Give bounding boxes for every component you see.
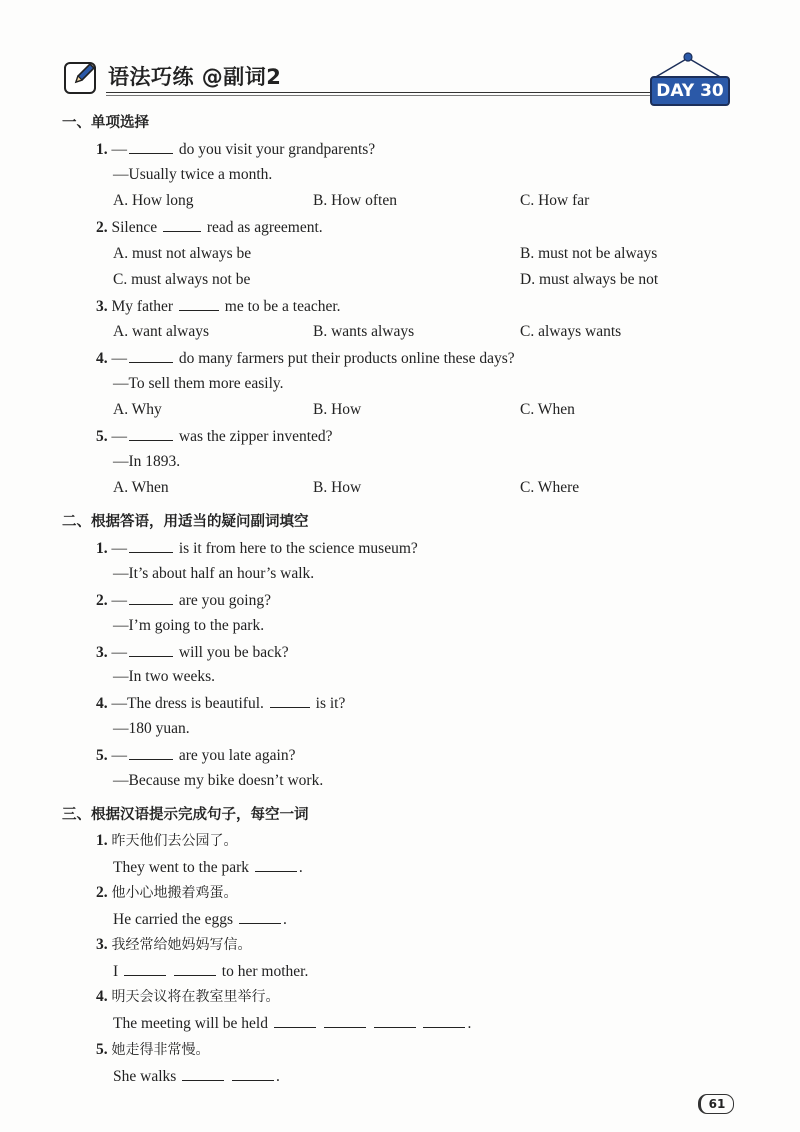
answer-blank xyxy=(274,1013,316,1028)
sentence-end: . xyxy=(467,1015,472,1032)
q-text-b: is it? xyxy=(315,695,346,712)
q-chinese-prompt: 她走得非常慢。 xyxy=(111,1042,210,1058)
q-number: 2. xyxy=(96,592,108,609)
q-text-b: was the zipper invented? xyxy=(178,428,333,445)
s1-q4-reply: —To sell them more easily. xyxy=(113,375,284,392)
s2-q5-reply: —Because my bike doesn’t work. xyxy=(113,772,324,789)
answer-blank xyxy=(129,139,173,154)
s3-q5 xyxy=(96,1040,210,1060)
q-number: 4. xyxy=(96,695,108,712)
s1-q2-option-a: A. must not always be xyxy=(113,245,252,262)
q-number: 5. xyxy=(96,428,108,445)
q-text-b: do many farmers put their products online these days? xyxy=(178,350,515,367)
s1-q1-option-c: C. How far xyxy=(520,192,590,209)
q-text-a: — xyxy=(111,644,127,661)
q-text-b: are you late again? xyxy=(178,747,296,764)
s2-q4 xyxy=(96,693,345,714)
s3-q2 xyxy=(96,883,238,903)
answer-blank xyxy=(270,693,310,708)
q-number: 5. xyxy=(96,747,108,764)
q-number: 4. xyxy=(96,350,108,367)
sentence-end: . xyxy=(298,859,303,876)
s3-q4-sentence xyxy=(113,1013,471,1034)
section-title-2: 二、根据答语，用适当的疑问副词填空 xyxy=(62,514,309,530)
q-text-b: me to be a teacher. xyxy=(224,298,341,315)
q-chinese-prompt: 我经常给她妈妈写信。 xyxy=(111,937,252,953)
s2-q2 xyxy=(96,590,271,611)
q-number: 1. xyxy=(96,832,108,849)
s1-q4 xyxy=(96,348,515,369)
s1-q2-option-c: C. must always not be xyxy=(113,271,251,288)
s2-q3-reply: —In two weeks. xyxy=(113,668,216,685)
q-text-b: are you going? xyxy=(178,592,271,609)
s3-q4 xyxy=(96,987,280,1007)
s1-q1-option-b: B. How often xyxy=(313,192,397,209)
q-text-a: — xyxy=(111,141,127,158)
answer-blank xyxy=(239,909,281,924)
answer-blank xyxy=(255,857,297,872)
q-text-b: is it from here to the science museum? xyxy=(178,540,418,557)
s1-q3 xyxy=(96,296,341,317)
q-text-a: — xyxy=(111,428,127,445)
answer-blank xyxy=(129,348,173,363)
page-header xyxy=(60,58,740,106)
sentence-text: The meeting will be held xyxy=(113,1015,268,1032)
sentence-end: . xyxy=(282,911,287,928)
s2-q4-reply: —180 yuan. xyxy=(113,720,190,737)
s3-q1 xyxy=(96,831,238,851)
s1-q1-reply: —Usually twice a month. xyxy=(113,166,273,183)
answer-blank xyxy=(129,745,173,760)
s1-q1-option-a: A. How long xyxy=(113,192,194,209)
q-number: 2. xyxy=(96,884,108,901)
q-number: 2. xyxy=(96,219,108,236)
s1-q5 xyxy=(96,426,333,447)
s1-q4-option-c: C. When xyxy=(520,401,575,418)
sentence-text: I xyxy=(113,963,119,980)
s3-q5-sentence xyxy=(113,1066,280,1087)
answer-blank xyxy=(179,296,219,311)
answer-blank xyxy=(232,1066,274,1081)
answer-blank xyxy=(182,1066,224,1081)
s2-q5 xyxy=(96,745,296,766)
sentence-text-b: to her mother. xyxy=(221,963,309,980)
s1-q5-option-b: B. How xyxy=(313,479,362,496)
q-chinese-prompt: 明天会议将在教室里举行。 xyxy=(111,989,280,1005)
q-number: 4. xyxy=(96,988,108,1005)
s2-q1 xyxy=(96,538,418,559)
answer-blank xyxy=(174,961,216,976)
sentence-end: . xyxy=(276,1068,280,1085)
answer-blank xyxy=(374,1013,416,1028)
sentence-text: She walks xyxy=(113,1068,177,1085)
q-number: 1. xyxy=(96,141,108,158)
title-rule xyxy=(106,92,684,93)
q-chinese-prompt: 他小心地搬着鸡蛋。 xyxy=(111,885,238,901)
s1-q2-option-b: B. must not be always xyxy=(520,245,658,262)
s2-q1-reply: —It’s about half an hour’s walk. xyxy=(113,565,315,582)
q-number: 3. xyxy=(96,644,108,661)
answer-blank xyxy=(324,1013,366,1028)
section-title-1: 一、单项选择 xyxy=(62,115,149,131)
s1-q3-option-c: C. always wants xyxy=(520,323,622,340)
s1-q5-option-c: C. Where xyxy=(520,479,580,496)
q-text-a: —The dress is beautiful. xyxy=(111,695,264,712)
sentence-text: They went to the park xyxy=(113,859,250,876)
s3-q1-sentence xyxy=(113,857,303,878)
s3-q3 xyxy=(96,935,252,955)
s3-q3-sentence xyxy=(113,961,308,982)
s1-q3-option-b: B. wants always xyxy=(313,323,415,340)
s1-q4-option-a: A. Why xyxy=(113,401,162,418)
answer-blank xyxy=(129,538,173,553)
answer-blank xyxy=(129,590,173,605)
q-text-b: will you be back? xyxy=(178,644,289,661)
sentence-text: He carried the eggs xyxy=(113,911,234,928)
q-text-a: — xyxy=(111,540,127,557)
q-number: 1. xyxy=(96,540,108,557)
day-tag xyxy=(642,50,738,114)
q-text-a: — xyxy=(111,747,127,764)
answer-blank xyxy=(163,217,201,232)
s3-q2-sentence xyxy=(113,909,287,930)
s1-q1 xyxy=(96,139,375,160)
pencil-icon xyxy=(64,62,96,94)
page-number: 61 xyxy=(698,1094,734,1114)
q-number: 3. xyxy=(96,298,108,315)
answer-blank xyxy=(124,961,166,976)
q-number: 5. xyxy=(96,1041,108,1058)
title-rule-thin xyxy=(106,95,684,96)
q-text-b: do you visit your grandparents? xyxy=(178,141,376,158)
day-badge: DAY 30 xyxy=(650,76,730,106)
answer-blank xyxy=(423,1013,465,1028)
answer-blank xyxy=(129,426,173,441)
s1-q3-option-a: A. want always xyxy=(113,323,209,340)
q-text-a: — xyxy=(111,350,127,367)
s1-q5-option-a: A. When xyxy=(113,479,169,496)
page-title: 语法巧练 @副词2 xyxy=(108,65,282,89)
q-text-a: — xyxy=(111,592,127,609)
q-text-b: read as agreement. xyxy=(206,219,323,236)
answer-blank xyxy=(129,642,173,657)
s2-q2-reply: —I’m going to the park. xyxy=(113,617,265,634)
q-number: 3. xyxy=(96,936,108,953)
s1-q2 xyxy=(96,217,323,238)
s1-q4-option-b: B. How xyxy=(313,401,362,418)
s2-q3 xyxy=(96,642,289,663)
q-text-a: Silence xyxy=(111,219,158,236)
s1-q5-reply: —In 1893. xyxy=(113,453,181,470)
q-text-a: My father xyxy=(111,298,174,315)
section-title-3: 三、根据汉语提示完成句子，每空一词 xyxy=(62,807,309,823)
q-chinese-prompt: 昨天他们去公园了。 xyxy=(111,833,238,849)
s1-q2-option-d: D. must always be not xyxy=(520,271,659,288)
